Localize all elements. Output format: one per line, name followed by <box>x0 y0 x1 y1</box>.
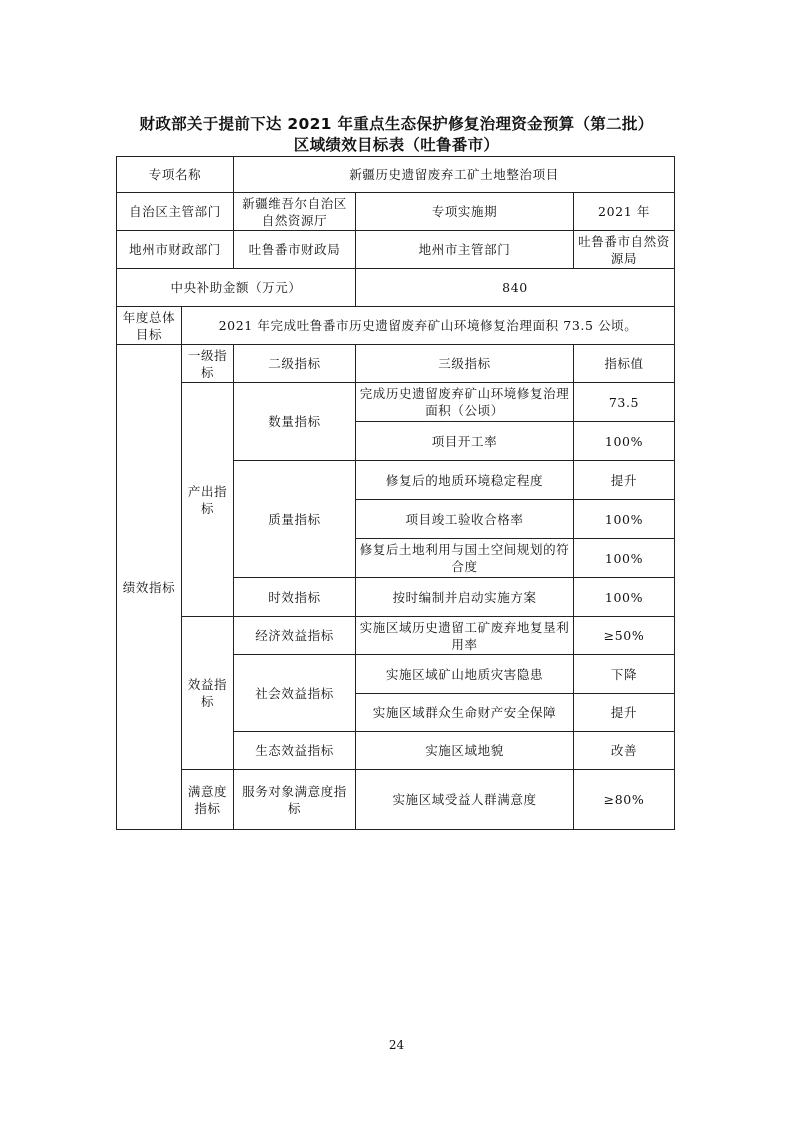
indicator-name: 实施区域历史遗留工矿废弃地复垦利用率 <box>356 617 574 655</box>
satisfaction-indicators-label: 满意度指标 <box>182 770 234 830</box>
indicator-value: 73.5 <box>574 383 675 422</box>
page-number: 24 <box>388 1038 405 1052</box>
pref-dept-value: 吐鲁番市自然资源局 <box>574 231 675 269</box>
indicator-name: 完成历史遗留废弃矿山环境修复治理面积（公顷） <box>356 383 574 422</box>
title-line-1: 财政部关于提前下达 2021 年重点生态保护修复治理资金预算（第二批） <box>139 115 654 133</box>
header-level2: 二级指标 <box>234 345 356 383</box>
region-dept-label: 自治区主管部门 <box>117 193 234 231</box>
pref-dept-label: 地州市主管部门 <box>356 231 574 269</box>
project-name-label: 专项名称 <box>117 157 234 193</box>
period-value: 2021 年 <box>574 193 675 231</box>
pref-finance-value: 吐鲁番市财政局 <box>234 231 356 269</box>
indicator-value: 100% <box>574 578 675 617</box>
indicator-name: 修复后土地利用与国土空间规划的符合度 <box>356 539 574 578</box>
timeliness-indicators-label: 时效指标 <box>234 578 356 617</box>
document-title <box>0 114 793 156</box>
table-row <box>117 193 675 231</box>
project-name-value: 新疆历史遗留废弃工矿土地整治项目 <box>234 157 675 193</box>
annual-goal-value: 2021 年完成吐鲁番市历史遗留废弃矿山环境修复治理面积 73.5 公顷。 <box>182 307 675 345</box>
indicator-value: 100% <box>574 539 675 578</box>
table-row <box>117 617 675 655</box>
indicator-value: 下降 <box>574 655 675 694</box>
indicator-value: 100% <box>574 422 675 461</box>
period-label: 专项实施期 <box>356 193 574 231</box>
service-satisfaction-label: 服务对象满意度指标 <box>234 770 356 830</box>
output-indicators-label: 产出指标 <box>182 383 234 617</box>
indicator-value: 100% <box>574 500 675 539</box>
header-level3: 三级指标 <box>356 345 574 383</box>
region-dept-value: 新疆维吾尔自治区自然资源厅 <box>234 193 356 231</box>
quality-indicators-label: 质量指标 <box>234 461 356 578</box>
indicator-value: 提升 <box>574 694 675 732</box>
table-row <box>117 345 675 383</box>
title-line-2: 区域绩效目标表（吐鲁番市） <box>293 136 500 154</box>
table-row <box>117 307 675 345</box>
indicator-name: 实施区域矿山地质灾害隐患 <box>356 655 574 694</box>
table-row <box>117 157 675 193</box>
annual-goal-label: 年度总体目标 <box>117 307 182 345</box>
social-benefit-label: 社会效益指标 <box>234 655 356 732</box>
indicator-name: 实施区域地貌 <box>356 732 574 770</box>
indicator-value: 改善 <box>574 732 675 770</box>
indicator-value: ≥50% <box>574 617 675 655</box>
pref-finance-label: 地州市财政部门 <box>117 231 234 269</box>
ecological-benefit-label: 生态效益指标 <box>234 732 356 770</box>
indicator-name: 项目开工率 <box>356 422 574 461</box>
performance-target-table <box>116 156 675 830</box>
benefit-indicators-label: 效益指标 <box>182 617 234 770</box>
indicator-value: ≥80% <box>574 770 675 830</box>
indicator-name: 项目竣工验收合格率 <box>356 500 574 539</box>
table-row <box>117 231 675 269</box>
indicator-name: 修复后的地质环境稳定程度 <box>356 461 574 500</box>
subsidy-value: 840 <box>356 269 675 307</box>
quantity-indicators-label: 数量指标 <box>234 383 356 461</box>
table-row <box>117 383 675 422</box>
performance-indicators-label: 绩效指标 <box>117 345 182 830</box>
indicator-name: 实施区域群众生命财产安全保障 <box>356 694 574 732</box>
table-row <box>117 269 675 307</box>
header-value: 指标值 <box>574 345 675 383</box>
indicator-name: 实施区域受益人群满意度 <box>356 770 574 830</box>
table-row <box>117 770 675 830</box>
subsidy-label: 中央补助金额（万元） <box>117 269 356 307</box>
economic-benefit-label: 经济效益指标 <box>234 617 356 655</box>
header-level1: 一级指标 <box>182 345 234 383</box>
indicator-value: 提升 <box>574 461 675 500</box>
indicator-name: 按时编制并启动实施方案 <box>356 578 574 617</box>
